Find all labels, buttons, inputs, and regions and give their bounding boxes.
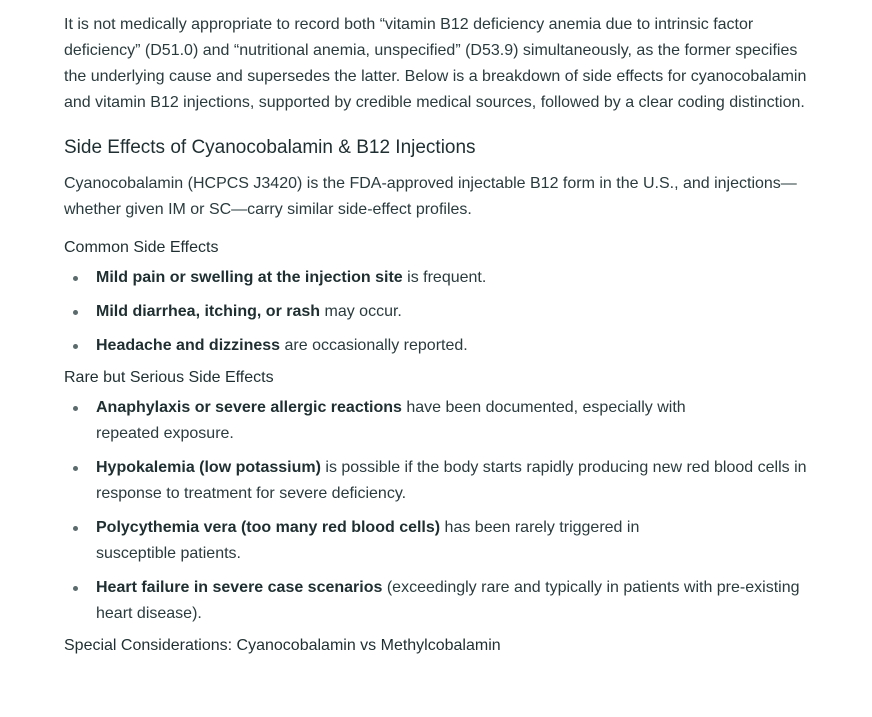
list-item-text: has been rarely triggered in susceptible patients. <box>96 519 640 562</box>
section-title: Side Effects of Cyanocobalamin & B12 Injections <box>64 137 476 158</box>
bullet-icon <box>73 310 78 315</box>
rare-side-effects-list <box>64 395 812 627</box>
bullet-icon <box>73 586 78 591</box>
bullet-icon <box>73 466 78 471</box>
list-item-text: is frequent. <box>402 269 487 286</box>
bullet-icon <box>73 276 78 281</box>
bullet-icon <box>73 406 78 411</box>
list-item-bold: Hypokalemia (low potassium) <box>96 459 321 476</box>
list-item <box>64 333 812 359</box>
list-item-bold: Mild diarrhea, itching, or rash <box>96 303 321 320</box>
list-item-text: may occur. <box>320 303 402 320</box>
list-item-text: have been documented, especially with repeated exposure. <box>96 399 686 442</box>
list-item <box>64 515 696 567</box>
common-side-effects-list <box>64 265 812 359</box>
section-intro-paragraph: Cyanocobalamin (HCPCS J3420) is the FDA-approved injectable B12 form in the U.S., and injections—whether given IM or SC—carry similar side-effect profiles. <box>64 175 797 218</box>
bullet-icon <box>73 526 78 531</box>
article-content <box>64 12 812 657</box>
list-item <box>64 575 812 627</box>
list-item-text: (exceedingly rare and typically in patients with pre-existing heart disease). <box>96 579 800 622</box>
list-item-bold: Mild pain or swelling at the injection site <box>96 269 403 286</box>
bullet-icon <box>73 344 78 349</box>
rare-side-effects-heading: Rare but Serious Side Effects <box>64 369 274 386</box>
list-item-bold: Headache and dizziness <box>96 337 281 354</box>
list-item <box>64 265 812 291</box>
list-item-bold: Polycythemia vera (too many red blood cells) <box>96 519 441 536</box>
list-item-text: are occasionally reported. <box>280 337 468 354</box>
intro-paragraph: It is not medically appropriate to record both “vitamin B12 deficiency anemia due to intrinsic factor deficiency” (D51.0) and “nutritional anemia, unspecified” (D53.9) simultaneously, as the former specifies the underlying cause and supersedes the latter. Below is a breakdown of side effects for cyanocobalamin and vitamin B12 injections, supported by credible medical sources, followed by a clear coding distinction. <box>64 16 807 111</box>
list-item <box>64 395 716 447</box>
common-side-effects-heading: Common Side Effects <box>64 239 219 256</box>
list-item <box>64 455 812 507</box>
list-item-bold: Anaphylaxis or severe allergic reactions <box>96 399 402 416</box>
list-item <box>64 299 812 325</box>
list-item-bold: Heart failure in severe case scenarios <box>96 579 383 596</box>
special-considerations-heading: Special Considerations: Cyanocobalamin vs Methylcobalamin <box>64 637 501 654</box>
list-item-text: is possible if the body starts rapidly producing new red blood cells in response to treatment for severe deficiency. <box>96 459 807 502</box>
